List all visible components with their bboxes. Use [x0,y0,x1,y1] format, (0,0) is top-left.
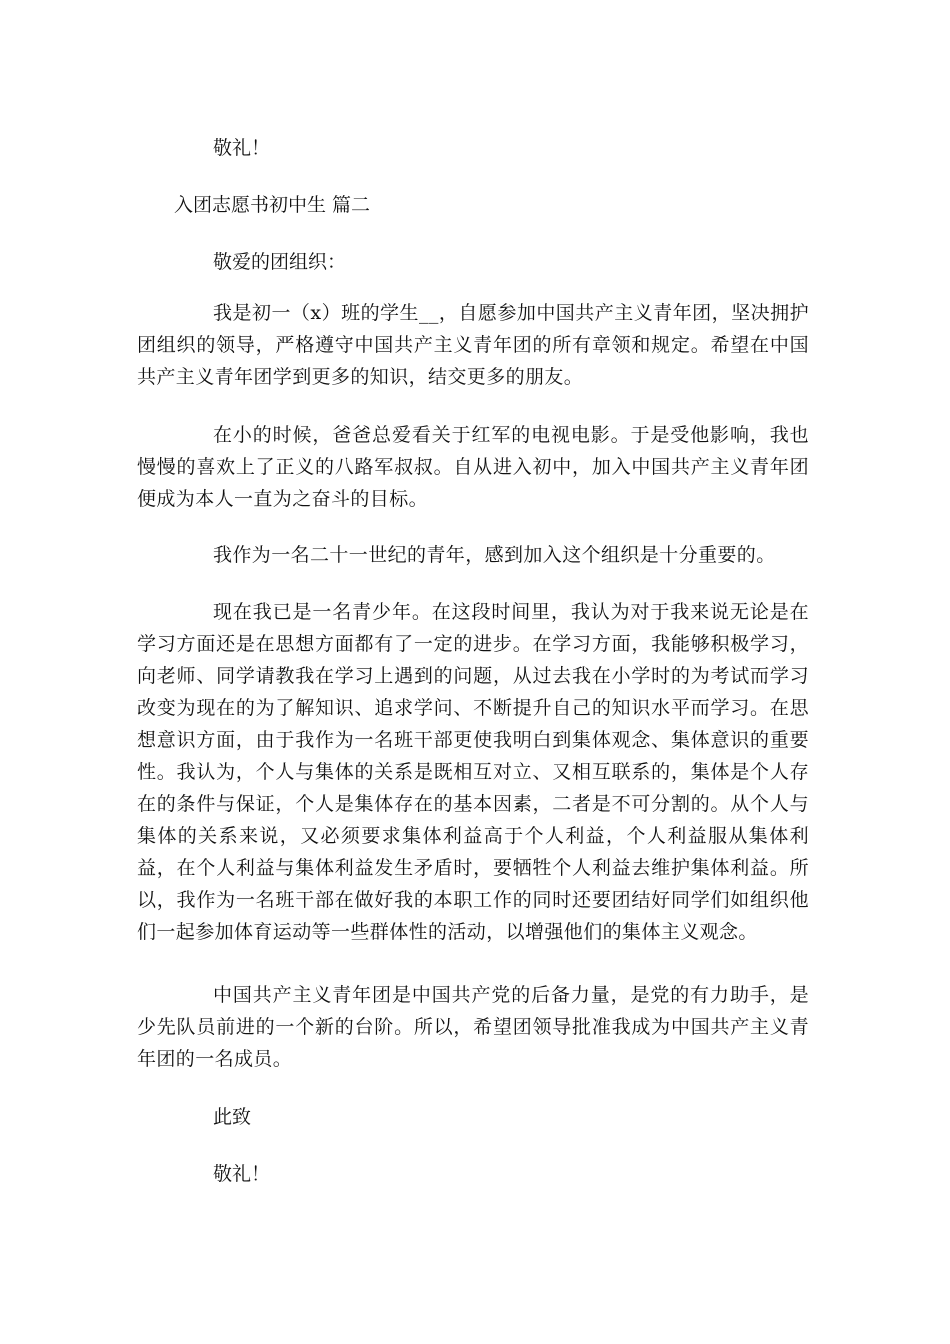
paragraph-4: 现在我已是一名青少年。在这段时间里，我认为对于我来说无论是在学习方面还是在思想方面都有了一定的进步。在学习方面，我能够积极学习，向老师、同学请教我在学习上遇到的问题，从过去我在小学时的为考试而学习改变为现在的为了解知识、追求学问、不断提升自己的知识水平而学习。在思想意识方面，由于我作为一名班干部更使我明白到集体观念、集体意识的重要性。我认为，个人与集体的关系是既相互对立、又相互联系的，集体是个人存在的条件与保证，个人是集体存在的基本因素，二者是不可分割的。从个人与集体的关系来说，又必须要求集体利益高于个人利益，个人利益服从集体利益，在个人利益与集体利益发生矛盾时，要牺牲个人利益去维护集体利益。所以，我作为一名班干部在做好我的本职工作的同时还要团结好同学们如组织他们一起参加体育运动等一些群体性的活动，以增强他们的集体主义观念。 [137,601,809,943]
salutation: 敬爱的团组织： [213,251,347,273]
paragraph-3: 我作为一名二十一世纪的青年，感到加入这个组织是十分重要的。 [213,544,776,566]
paragraph-1: 我是初一（x）班的学生__，自愿参加中国共产主义青年团，坚决拥护团组织的领导，严格遵守中国共产主义青年团的所有章领和规定。希望在中国共产主义青年团学到更多的知识，结交更多的朋友。 [137,302,809,388]
section-heading: 入团志愿书初中生 篇二 [174,194,371,216]
closing-salute-top: 敬礼！ [213,137,271,159]
paragraph-2: 在小的时候，爸爸总爱看关于红军的电视电影。于是受他影响，我也慢慢的喜欢上了正义的八路军叔叔。自从进入初中，加入中国共产主义青年团便成为本人一直为之奋斗的目标。 [137,424,809,510]
closing-salute-bottom: 敬礼！ [213,1163,271,1185]
paragraph-5: 中国共产主义青年团是中国共产党的后备力量，是党的有力助手，是少先队员前进的一个新的台阶。所以，希望团领导批准我成为中国共产主义青年团的一名成员。 [137,984,809,1070]
closing-phrase: 此致 [213,1106,252,1128]
